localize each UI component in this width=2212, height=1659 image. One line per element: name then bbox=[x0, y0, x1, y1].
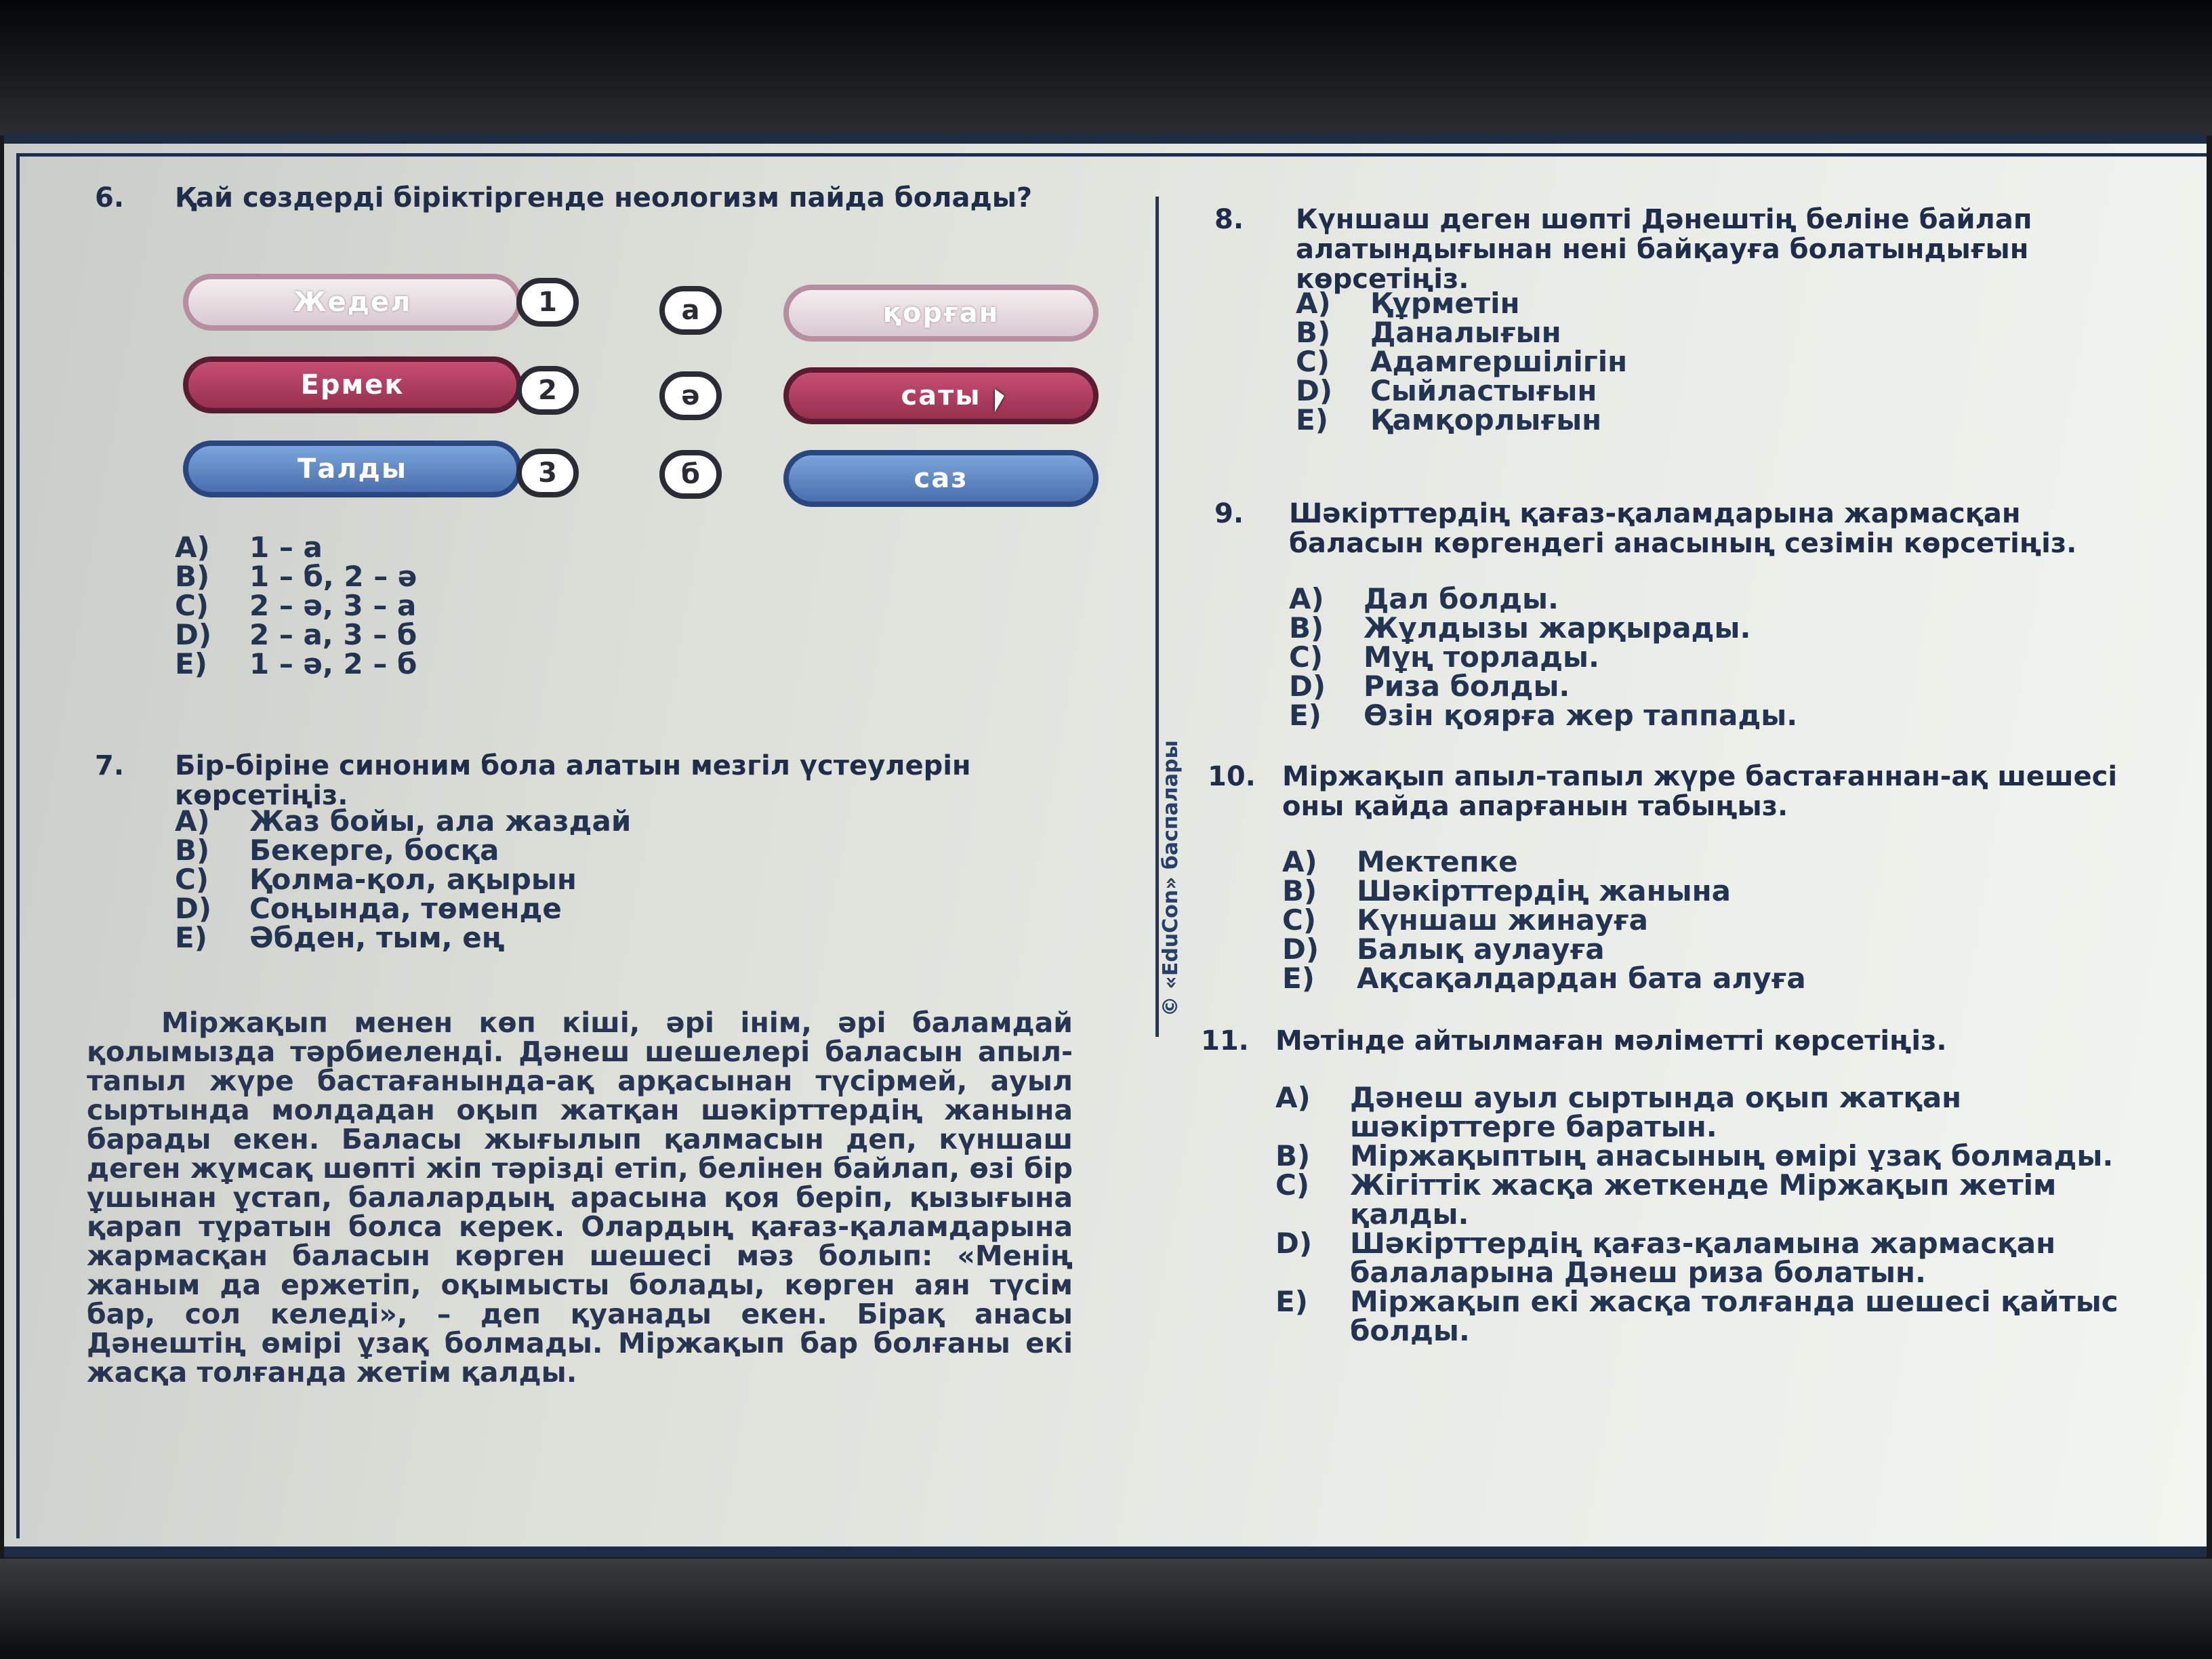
option-a: A) Мектепке bbox=[1282, 845, 1518, 878]
option-e: E) Әбден, тым, ең bbox=[175, 921, 505, 954]
option-b: B) Даналығын bbox=[1296, 316, 1561, 349]
number-knob-2: 2 bbox=[516, 366, 579, 415]
question-9-options bbox=[1289, 584, 1797, 730]
option-e: E) Ақсақалдардан бата алуға bbox=[1282, 962, 1806, 995]
option-c: C) 2 – ә, 3 – а bbox=[175, 589, 417, 622]
question-number: 6. bbox=[95, 182, 125, 213]
option-b: B) Міржақыптың анасының өмірі ұзақ болмады. bbox=[1275, 1139, 2114, 1172]
option-a: A) Дал болды. bbox=[1289, 582, 1559, 615]
question-text: Шәкірттердің қағаз-қаламдарына жармасқан баласын көргендегі анасының сезімін көрсетіңіз. bbox=[1289, 498, 2077, 559]
option-b: B) Шәкірттердің жанына bbox=[1282, 874, 1731, 907]
question-text: Күншаш деген шөпті Дәнештің беліне байлап алатындығынан нені байқауға болатындығын көрсетіңіз. bbox=[1296, 204, 2032, 295]
publisher-copyright: © «EduCon» баспалары bbox=[1159, 740, 1183, 1017]
option-d: D) Шәкірттердің қағаз-қаламына жармасқан балаларына Дәнеш риза болатын. bbox=[1275, 1227, 2056, 1289]
mouse-cursor-icon bbox=[995, 389, 1004, 412]
option-d: D) Риза болды. bbox=[1289, 670, 1570, 703]
number-knob-1: 1 bbox=[516, 278, 579, 327]
letter-knob-b: б bbox=[659, 450, 722, 499]
word-piece-2: Ермек bbox=[183, 356, 522, 413]
question-text: Мәтінде айтылмаған мәліметті көрсетіңіз. bbox=[1275, 1025, 1947, 1057]
letter-knob-a: а bbox=[659, 286, 722, 335]
question-8-options bbox=[1296, 289, 1627, 434]
option-e: E) Міржақып екі жасқа толғанда шешесі қайтыс болды. bbox=[1275, 1285, 2118, 1347]
question-text: Міржақып апыл-тапыл жүре бастағаннан-ақ шешесі оны қайда апарғанын табыңыз. bbox=[1282, 761, 2118, 822]
question-text: Қай сөздерді біріктіргенде неологизм пайда болады? bbox=[175, 182, 1033, 213]
question-text: Бір-біріне синоним бола алатын мезгіл үстеулерін көрсетіңіз. bbox=[175, 750, 971, 811]
word-piece-1: Жедел bbox=[183, 274, 522, 331]
option-d: D) Балық аулауға bbox=[1282, 933, 1605, 966]
option-e: E) Өзін қоярға жер таппады. bbox=[1289, 699, 1798, 732]
question-11-options bbox=[1275, 1083, 2156, 1345]
option-c: C) Адамгершілігін bbox=[1296, 345, 1628, 378]
option-e: E) 1 – ә, 2 – б bbox=[175, 647, 417, 680]
question-number: 10. bbox=[1208, 761, 1256, 792]
reading-passage: Міржақып менен көп кіші, әрі інім, әрі баламдай қолымызда тәрбиеленді. Дәнеш шешелері баласын апыл-тапыл жүре бастағанында-ақ арқасынан түсірмей, ауыл сыртында молдадан оқып жатқан шәкірттердің жанына барады екен. Баласы жығылып қалмасын деп, күншаш деген жұмсақ шөпті жіп тәрізді етіп, белінен байлап, өзі бір ұшынан ұстап, балалардың арасына қоя беріп, қызығына қарап тұратын болса керек. Олардың қағаз-қаламдарына жармасқан баласын көрген шешесі мәз болып: «Менің жаным да ержетіп, оқымысты болады, көрген аян түсім бар, сол келеді», – деп қуанады екен. Бірақ анасы Дәнештің өмірі ұзақ болмады. Міржақып бар болғаны екі жасқа толғанда жетім қалды. bbox=[87, 1006, 1073, 1389]
option-d: D) Соңында, төменде bbox=[175, 892, 562, 925]
word-piece-3: Талды bbox=[183, 441, 522, 497]
question-7-options bbox=[175, 806, 631, 952]
question-6-options bbox=[175, 533, 417, 678]
option-a: A) Жаз бойы, ала жаздай bbox=[175, 804, 632, 838]
word-piece-ae: саты bbox=[783, 367, 1099, 424]
option-b: B) Бекерге, босқа bbox=[175, 834, 499, 867]
word-piece-a: қорған bbox=[783, 285, 1099, 342]
question-number: 7. bbox=[95, 750, 125, 781]
question-number: 9. bbox=[1214, 498, 1244, 529]
option-a: A) Дәнеш ауыл сыртында оқып жатқан шәкірттерге баратын. bbox=[1275, 1081, 1962, 1143]
letter-knob-ae: ә bbox=[659, 371, 722, 420]
question-number: 11. bbox=[1201, 1025, 1249, 1057]
option-c: C) Жігіттік жасқа жеткенде Міржақып жетім қалды. bbox=[1275, 1168, 2057, 1231]
question-10-options bbox=[1282, 847, 1806, 993]
option-a: A) 1 – а bbox=[175, 531, 323, 564]
option-a: A) Құрметін bbox=[1296, 287, 1520, 320]
number-knob-3: 3 bbox=[516, 449, 579, 497]
option-c: C) Қолма-қол, ақырын bbox=[175, 863, 577, 896]
option-e: E) Қамқорлығын bbox=[1296, 403, 1602, 436]
option-b: B) Жұлдызы жарқырады. bbox=[1289, 611, 1751, 644]
monitor-bezel-top bbox=[0, 0, 2212, 136]
monitor-bezel-bottom bbox=[0, 1559, 2212, 1659]
word-piece-b: саз bbox=[783, 450, 1099, 507]
option-c: C) Мұң торлады. bbox=[1289, 640, 1599, 674]
question-number: 8. bbox=[1214, 204, 1244, 235]
option-c: C) Күншаш жинауға bbox=[1282, 903, 1649, 937]
option-d: D) 2 – а, 3 – б bbox=[175, 618, 417, 651]
option-d: D) Сыйластығын bbox=[1296, 374, 1597, 407]
option-b: B) 1 – б, 2 – ә bbox=[175, 560, 417, 593]
